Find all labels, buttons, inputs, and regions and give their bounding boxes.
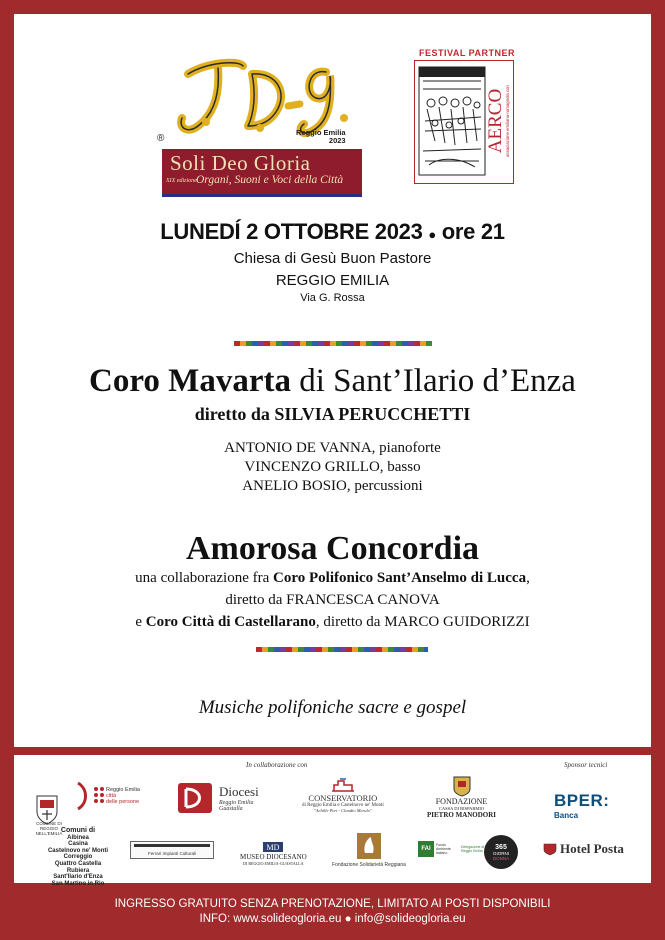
musicians-list bbox=[14, 439, 651, 496]
bullet-separator: ● bbox=[428, 227, 436, 242]
aerco-logo bbox=[414, 60, 514, 184]
svg-text:MD: MD bbox=[266, 843, 280, 852]
diocesi-logo bbox=[176, 781, 259, 815]
logo-title: Soli Deo Gloria bbox=[170, 151, 311, 175]
logo-subtitle: Organi, Suoni e Voci della Città bbox=[196, 174, 344, 186]
reggio-citta-logo bbox=[74, 781, 140, 811]
manodori-text: FONDAZIONE CASSA DI RISPARMIO PIETRO MANODORI bbox=[427, 797, 497, 819]
musician-1: ANTONIO DE VANNA, pianoforte bbox=[224, 440, 441, 456]
festival-partner-label: FESTIVAL PARTNER bbox=[418, 48, 515, 58]
reggio-citta-text: Reggio Emilia città delle persone bbox=[106, 787, 140, 805]
solidarieta-text: Fondazione Solidarietà Reggiana bbox=[332, 862, 406, 868]
tagline: Musiche polifoniche sacre e gospel bbox=[198, 697, 467, 718]
event-city: REGGIO EMILIA bbox=[275, 272, 390, 289]
choir-name: Coro Mavarta bbox=[89, 363, 291, 399]
conservatorio-logo bbox=[302, 777, 384, 813]
bper-logo bbox=[554, 791, 609, 820]
tech-sponsors-label: Sponsor tecnici bbox=[564, 761, 608, 769]
registered-mark: ® bbox=[157, 133, 165, 144]
hotel-name: Hotel Posta bbox=[560, 841, 624, 856]
people-dots-icon bbox=[92, 781, 106, 811]
solidarieta-icon bbox=[355, 831, 383, 861]
footer-contacts: INFO: www.solideogloria.eu ● info@solideogloria.eu bbox=[199, 913, 466, 925]
aerco-association: associazione emiliano-romagnola cori bbox=[505, 85, 510, 157]
event-address: Via G. Rossa bbox=[300, 292, 365, 304]
decorative-stripe-bottom bbox=[256, 647, 428, 652]
reggio-citta-icon bbox=[74, 781, 92, 811]
bper-name: BPER: bbox=[554, 791, 610, 810]
logo-city-year: Reggio Emilia 2023 bbox=[296, 128, 346, 145]
bper-sub: Banca bbox=[554, 811, 579, 820]
museo-diocesano-logo bbox=[240, 841, 307, 866]
poster bbox=[14, 14, 651, 747]
logo-edition: XIX edizione bbox=[166, 178, 197, 184]
footer-entry-info: INGRESSO GRATUITO SENZA PRENOTAZIONE, LIMITATO AI POSTI DISPONIBILI bbox=[114, 898, 551, 910]
ferrari-logo: Ferrari Impianti Culturali bbox=[130, 841, 214, 859]
soli-deo-gloria-logo bbox=[138, 54, 358, 192]
fai-logo: FAI Fondo Ambiente Italiano Delegazione di Reggio Emilia bbox=[418, 841, 487, 857]
collaboration-label: In collaborazione con bbox=[246, 761, 308, 769]
event-time: ore 21 bbox=[441, 219, 505, 244]
musician-3: ANELIO BOSIO, percussioni bbox=[242, 478, 423, 494]
collab-choir-castellarano: Coro Città di Castellarano bbox=[145, 614, 316, 630]
choir-heading bbox=[14, 363, 651, 400]
collab-choir-lucca: Coro Polifonico Sant’Anselmo di Lucca bbox=[273, 570, 527, 586]
hotel-posta-logo bbox=[542, 841, 624, 857]
collab-line-2: diretto da FRANCESCA CANOVA bbox=[225, 592, 440, 608]
choir-director: diretto da SILVIA PERUCCHETTI bbox=[194, 404, 471, 424]
solidarieta-logo bbox=[332, 831, 406, 868]
manodori-crest-icon bbox=[451, 775, 473, 797]
collaboration-text bbox=[14, 567, 651, 633]
collab-line-3: e Coro Città di Castellarano, diretto da MARCO GUIDORIZZI bbox=[135, 614, 530, 630]
fai-badge: FAI bbox=[418, 841, 434, 857]
conservatorio-icon bbox=[330, 777, 356, 793]
collab-line-1: una collaborazione fra Coro Polifonico Sant’Anselmo di Lucca, bbox=[135, 570, 530, 586]
choir-origin: di Sant’Ilario d’Enza bbox=[299, 363, 576, 399]
musician-2: VINCENZO GRILLO, basso bbox=[244, 459, 421, 475]
diocesi-text: Diocesi Reggio Emilia Guastalla bbox=[219, 784, 259, 812]
project-title: Amorosa Concordia bbox=[185, 530, 480, 567]
365-giorni-donna-logo: 365 GIORNI DONNA bbox=[484, 835, 518, 869]
logo-banner bbox=[162, 149, 362, 197]
sponsors-section bbox=[14, 755, 651, 887]
conservatorio-text: CONSERVATORIO di Reggio Emilia e Castelnovo ne' Monti "Achille Peri - Claudio Merulo" bbox=[302, 793, 384, 813]
comuni-list: Comuni di Albinea Casina Castelnovo ne' Monti Correggio Quattro Castella Rubiera Sant'Ilario d'Enza San Martino in Rio bbox=[47, 827, 109, 887]
hotel-crest-icon bbox=[542, 842, 558, 856]
comune-name: COMUNE DI REGGIO NELL'EMILIA bbox=[35, 821, 63, 836]
event-date-time bbox=[14, 219, 651, 245]
aerco-name: AERCO bbox=[485, 88, 506, 154]
event-date: LUNEDÍ 2 OTTOBRE 2023 bbox=[160, 219, 423, 244]
decorative-stripe-top bbox=[234, 341, 432, 346]
event-venue: Chiesa di Gesù Buon Pastore bbox=[233, 250, 432, 267]
diocesi-icon bbox=[176, 781, 214, 815]
aerco-engraving-image bbox=[415, 61, 512, 182]
museo-icon bbox=[262, 841, 284, 853]
fondazione-manodori-logo bbox=[427, 775, 496, 819]
museo-text: MUSEO DIOCESANO DI REGGIO EMILIA-GUASTALLA bbox=[240, 853, 307, 866]
